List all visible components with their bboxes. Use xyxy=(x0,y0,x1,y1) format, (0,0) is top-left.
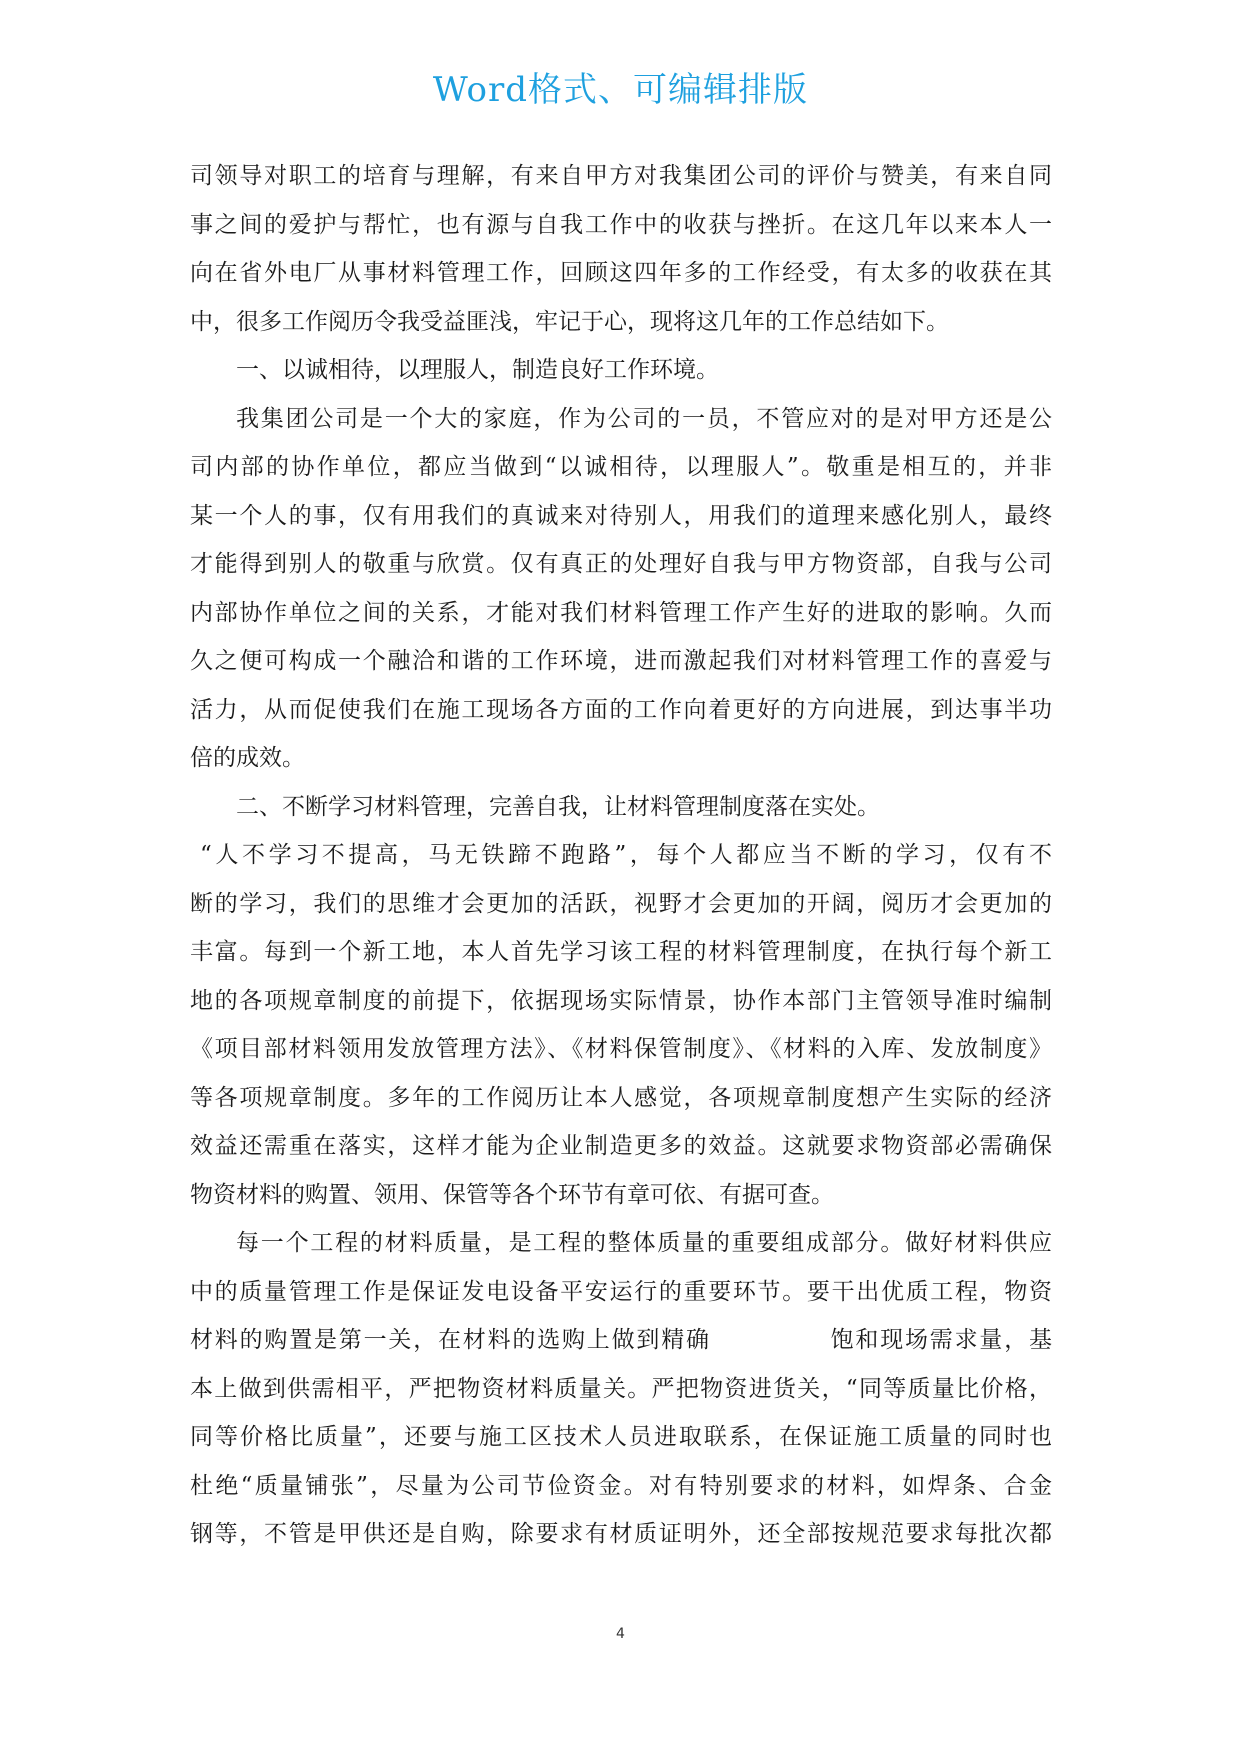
paragraph-line: 倍的成效。 xyxy=(190,745,305,771)
paragraph-line: 活力，从而促使我们在施工现场各方面的工作向着更好的方向进展，到达事半功 xyxy=(190,696,1052,723)
document-body xyxy=(190,152,1052,1559)
paragraph-line: 向在省外电厂从事材料管理工作，回顾这四年多的工作经受，有太多的收获在其 xyxy=(190,260,1052,286)
paragraph-line: 钢等，不管是甲供还是自购，除要求有材质证明外，还全部按规范要求每批次都 xyxy=(190,1521,1052,1547)
line-segment: 材料的购置是第一关，在材料的选购上做到精确 xyxy=(190,1327,711,1353)
paragraph-line: 中，很多工作阅历令我受益匪浅，牢记于心，现将这几年的工作总结如下。 xyxy=(190,308,949,335)
paragraph-line: 本上做到供需相平，严把物资材料质量关。严把物资进货关，“同等质量比价格， xyxy=(190,1375,1052,1402)
document-header-title: Word格式、可编辑排版 xyxy=(432,70,809,110)
paragraph-line: 久之便可构成一个融洽和谐的工作环境，进而激起我们对材料管理工作的喜爱与 xyxy=(190,648,1052,674)
paragraph-line: 丰富。每到一个新工地，本人首先学习该工程的材料管理制度，在执行每个新工 xyxy=(190,939,1052,965)
paragraph-line: 每一个工程的材料质量，是工程的整体质量的重要组成部分。做好材料供应 xyxy=(236,1230,1052,1256)
paragraph-line: 我集团公司是一个大的家庭，作为公司的一员，不管应对的是对甲方还是公 xyxy=(236,405,1052,432)
paragraph-line: 某一个人的事，仅有用我们的真诚来对待别人，用我们的道理来感化别人，最终 xyxy=(190,502,1052,529)
paragraph-line: 司内部的协作单位，都应当做到“以诚相待，以理服人”。敬重是相互的，并非 xyxy=(190,454,1052,480)
paragraph-line: 杜绝“质量铺张”，尽量为公司节俭资金。对有特别要求的材料，如焊条、合金 xyxy=(190,1472,1052,1499)
paragraph-line: 地的各项规章制度的前提下，依据现场实际情景，协作本部门主管领导准时编制 xyxy=(190,987,1052,1014)
paragraph-line-split xyxy=(190,1316,1052,1365)
paragraph-line: 物资材料的购置、领用、保管等各个环节有章可依、有据可查。 xyxy=(190,1181,834,1208)
paragraph-line: 才能得到别人的敬重与欣赏。仅有真正的处理好自我与甲方物资部，自我与公司 xyxy=(190,551,1052,577)
section-heading-2: 二、不断学习材料管理，完善自我，让材料管理制度落在实处。 xyxy=(236,793,880,820)
paragraph-line: 事之间的爱护与帮忙，也有源与自我工作中的收获与挫折。在这几年以来本人一 xyxy=(190,211,1052,238)
paragraph-line: 中的质量管理工作是保证发电设备平安运行的重要环节。要干出优质工程，物资 xyxy=(190,1278,1052,1305)
paragraph-line: 同等价格比质量”，还要与施工区技术人员进取联系，在保证施工质量的同时也 xyxy=(190,1424,1052,1450)
paragraph-line: 《项目部材料领用发放管理方法》、《材料保管制度》、《材料的入库、发放制度》 xyxy=(190,1036,1052,1062)
paragraph-line: 司领导对职工的培育与理解，有来自甲方对我集团公司的评价与赞美，有来自同 xyxy=(190,163,1052,189)
paragraph-line: 等各项规章制度。多年的工作阅历让本人感觉，各项规章制度想产生实际的经济 xyxy=(190,1084,1052,1111)
section-heading-1: 一、以诚相待，以理服人，制造良好工作环境。 xyxy=(236,357,719,383)
page-number: 4 xyxy=(616,1626,625,1642)
paragraph-line: 效益还需重在落实，这样才能为企业制造更多的效益。这就要求物资部必需确保 xyxy=(190,1133,1052,1159)
paragraph-line: “人不学习不提高，马无铁蹄不跑路”，每个人都应当不断的学习，仅有不 xyxy=(200,842,1052,868)
paragraph-line: 断的学习，我们的思维才会更加的活跃，视野才会更加的开阔，阅历才会更加的 xyxy=(190,890,1052,917)
line-segment: 饱和现场需求量，基 xyxy=(828,1327,1053,1353)
paragraph-line: 内部协作单位之间的关系，才能对我们材料管理工作产生好的进取的影响。久而 xyxy=(190,599,1052,626)
